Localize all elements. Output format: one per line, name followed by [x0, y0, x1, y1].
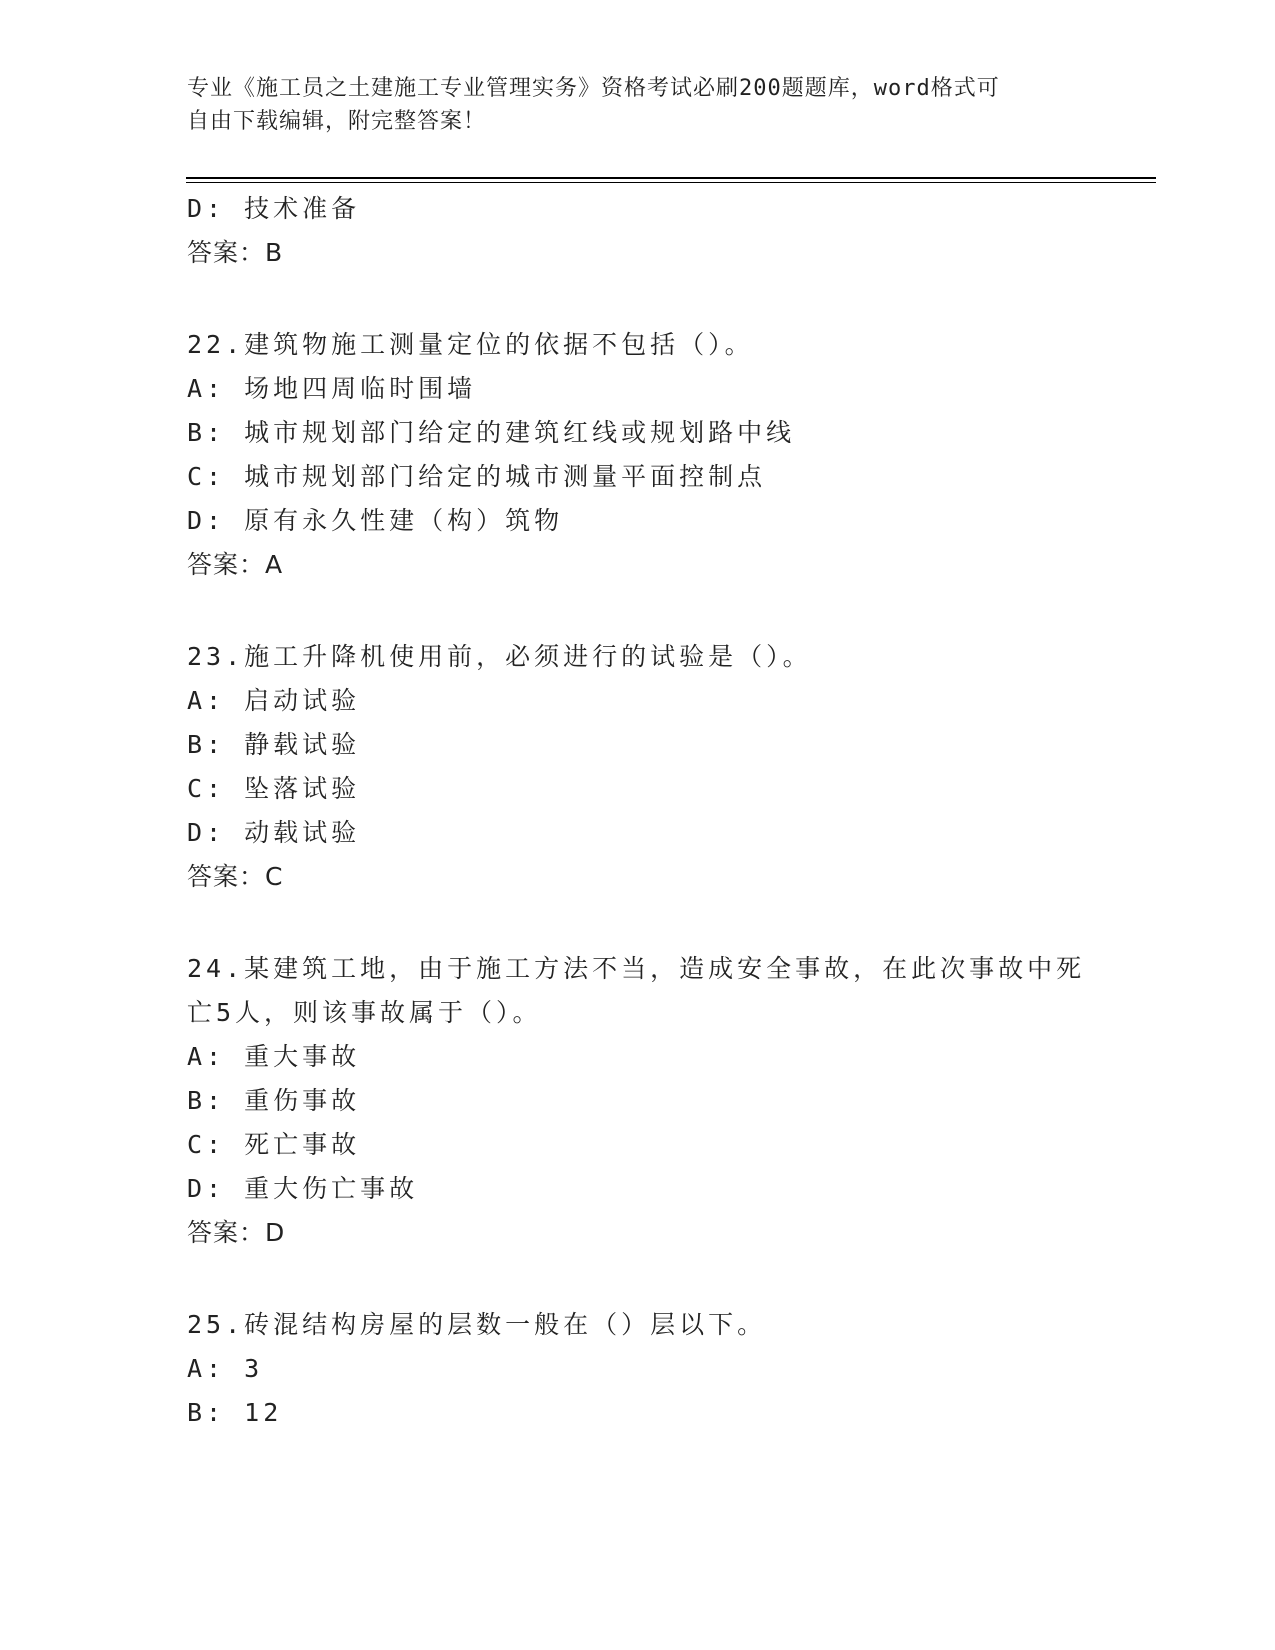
option-d: D: 原有永久性建（构）筑物 [187, 506, 564, 535]
question-stem: 25.砖混结构房屋的层数一般在（）层以下。 [187, 1310, 767, 1339]
option-a: A: 3 [187, 1354, 264, 1383]
option-c: C: 坠落试验 [187, 774, 361, 803]
option-b: B: 重伤事故 [187, 1086, 361, 1115]
question-stem-continued: 亡5人，则该事故属于（）。 [187, 998, 542, 1027]
header-line-1: 专业《施工员之土建施工专业管理实务》资格考试必刷200题题库，word格式可 [187, 76, 1000, 101]
answer: 答案：B [187, 238, 284, 267]
option-d: D: 技术准备 [187, 194, 361, 223]
option-a: A: 重大事故 [187, 1042, 361, 1071]
document-header [187, 72, 1067, 138]
header-line-2: 自由下载编辑，附完整答案！ [187, 109, 487, 134]
answer: 答案：A [187, 550, 284, 579]
option-c: C: 城市规划部门给定的城市测量平面控制点 [187, 462, 767, 491]
header-rule-thick [186, 177, 1156, 179]
option-c: C: 死亡事故 [187, 1130, 361, 1159]
option-b: B: 静载试验 [187, 730, 361, 759]
option-b: B: 12 [187, 1398, 283, 1427]
option-a: A: 场地四周临时围墙 [187, 374, 477, 403]
option-d: D: 重大伤亡事故 [187, 1174, 419, 1203]
answer: 答案：C [187, 862, 284, 891]
option-b: B: 城市规划部门给定的建筑红线或规划路中线 [187, 418, 796, 447]
option-a: A: 启动试验 [187, 686, 361, 715]
header-rule-thin [186, 182, 1156, 183]
question-stem: 22.建筑物施工测量定位的依据不包括（）。 [187, 330, 754, 359]
answer: 答案：D [187, 1218, 286, 1247]
question-stem: 23.施工升降机使用前，必须进行的试验是（）。 [187, 642, 812, 671]
option-d: D: 动载试验 [187, 818, 361, 847]
question-stem: 24.某建筑工地，由于施工方法不当，造成安全事故，在此次事故中死 [187, 954, 1086, 983]
